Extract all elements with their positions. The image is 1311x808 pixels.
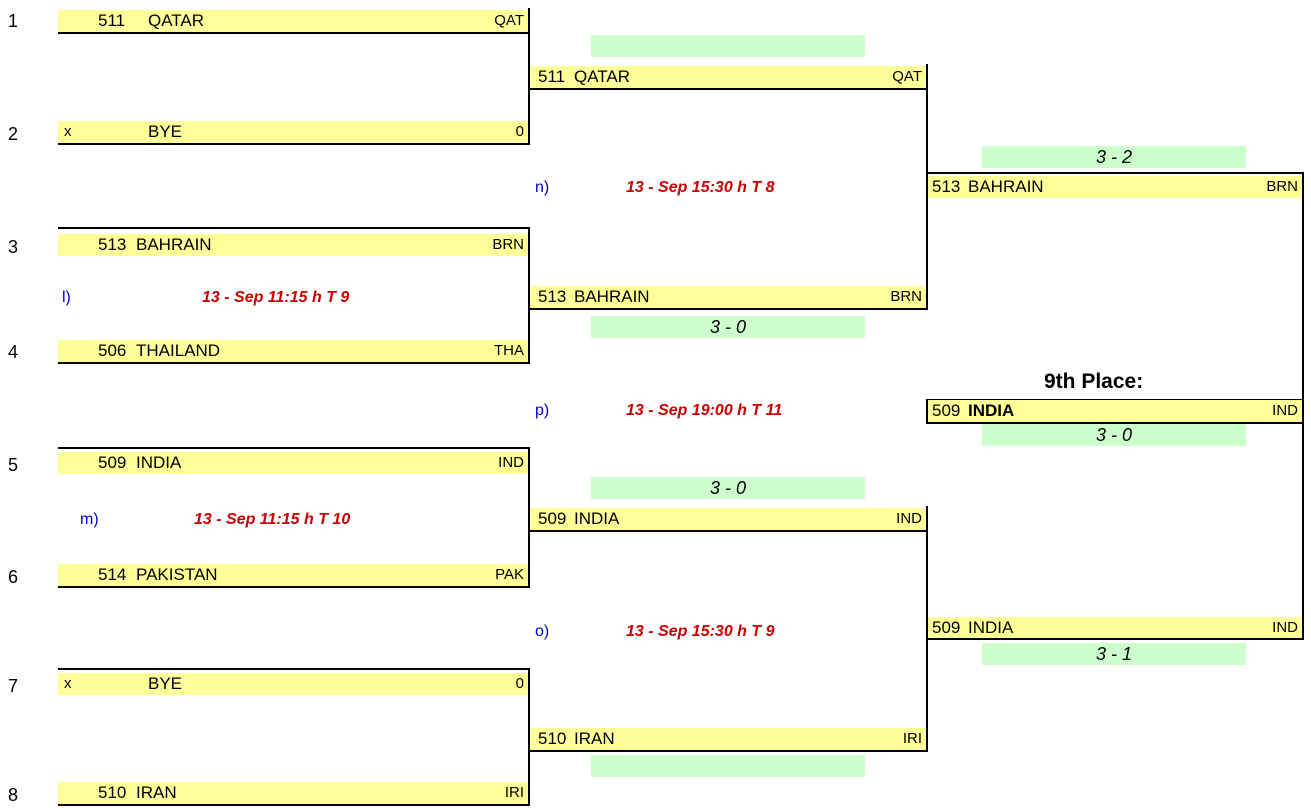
team-name: BAHRAIN — [968, 177, 1044, 196]
bye-marker: x — [64, 123, 72, 140]
seed-number: 7 — [8, 676, 19, 696]
team-slot — [58, 673, 528, 695]
team-name: BAHRAIN — [574, 287, 650, 306]
bracket-line — [1302, 172, 1304, 422]
score-box — [591, 755, 865, 777]
team-name: BYE — [148, 674, 183, 693]
bracket-line — [926, 638, 1304, 640]
bracket-line — [58, 227, 530, 229]
bracket-line — [58, 447, 530, 449]
match-score: 3 - 1 — [1095, 644, 1133, 664]
team-name: BYE — [148, 122, 183, 141]
team-number: 509 — [932, 401, 961, 420]
team-code: QAT — [892, 68, 922, 85]
match-label: l) — [62, 289, 71, 306]
team-number: 509 — [538, 509, 567, 528]
team-name: INDIA — [136, 453, 182, 472]
team-name: QATAR — [574, 67, 631, 86]
team-code: IND — [896, 510, 922, 527]
match-label: o) — [535, 623, 550, 640]
bracket-line — [58, 804, 530, 806]
team-slot — [58, 121, 528, 143]
bye-marker: x — [64, 675, 72, 692]
team-slot — [928, 617, 1302, 639]
team-number: 509 — [932, 618, 961, 637]
match-schedule: 13 - Sep 11:15 h T 9 — [202, 289, 350, 306]
team-slot — [530, 508, 926, 530]
team-name: INDIA — [968, 401, 1015, 420]
team-number: 511 — [98, 11, 126, 30]
match-schedule: 13 - Sep 19:00 h T 11 — [626, 402, 783, 419]
team-code: QAT — [494, 12, 524, 29]
score-box — [591, 35, 865, 57]
team-code: 0 — [515, 675, 524, 692]
team-slot — [58, 234, 528, 256]
team-code: THA — [494, 342, 524, 359]
team-name: PAKISTAN — [136, 565, 218, 584]
team-name: IRAN — [574, 729, 615, 748]
team-code: IRI — [902, 730, 922, 747]
team-code: 0 — [515, 123, 524, 140]
team-name: INDIA — [968, 618, 1014, 637]
team-code: PAK — [495, 566, 524, 583]
team-slot — [928, 176, 1302, 198]
seed-number: 5 — [8, 455, 19, 475]
team-code: IND — [498, 454, 524, 471]
placement-title: 9th Place: — [1044, 370, 1144, 393]
bracket-line — [528, 530, 928, 532]
team-code: BRN — [890, 288, 922, 305]
team-name: QATAR — [148, 11, 205, 30]
team-code: IRI — [504, 784, 524, 801]
team-name: THAILAND — [136, 341, 221, 360]
team-number: 513 — [932, 177, 961, 196]
team-name: BAHRAIN — [136, 235, 212, 254]
match-score: 3 - 0 — [1095, 425, 1133, 445]
bracket-line — [528, 308, 928, 310]
match-label: n) — [535, 179, 550, 196]
team-slot — [58, 782, 528, 804]
team-slot — [58, 452, 528, 474]
bracket-line — [926, 172, 1304, 174]
match-score: 3 - 2 — [1095, 147, 1133, 167]
bracket-line — [58, 143, 530, 145]
team-slot — [58, 10, 528, 32]
match-schedule: 13 - Sep 11:15 h T 10 — [194, 511, 351, 528]
bracket-line — [1302, 422, 1304, 640]
team-number: 513 — [98, 235, 127, 254]
seed-number: 2 — [8, 124, 19, 144]
team-slot — [530, 286, 926, 308]
team-slot — [530, 728, 926, 750]
team-name: IRAN — [136, 783, 177, 802]
seed-number: 1 — [8, 11, 19, 31]
match-schedule: 13 - Sep 15:30 h T 9 — [626, 623, 775, 640]
bracket-line — [58, 362, 530, 364]
team-number: 513 — [538, 287, 567, 306]
seed-number: 4 — [8, 342, 19, 362]
bracket-line — [58, 32, 530, 34]
match-score: 3 - 0 — [709, 478, 747, 498]
match-schedule: 13 - Sep 15:30 h T 8 — [626, 179, 775, 196]
team-number: 510 — [98, 783, 127, 802]
match-score: 3 - 0 — [709, 317, 747, 337]
team-code: BRN — [492, 236, 524, 253]
team-number: 506 — [98, 341, 127, 360]
seed-number: 3 — [8, 237, 19, 257]
match-label: m) — [80, 511, 99, 528]
bracket-line — [58, 586, 530, 588]
team-slot — [530, 66, 926, 88]
team-code: BRN — [1266, 178, 1298, 195]
winner-slot — [926, 400, 1302, 422]
team-slot — [58, 564, 528, 586]
team-number: 509 — [98, 453, 127, 472]
bracket-line — [528, 88, 928, 90]
team-code: IND — [1272, 619, 1298, 636]
team-number: 514 — [98, 565, 127, 584]
seed-number: 8 — [8, 785, 19, 805]
team-number: 510 — [538, 729, 567, 748]
bracket-line — [528, 750, 928, 752]
seed-number: 6 — [8, 567, 19, 587]
team-code: IND — [1272, 402, 1298, 419]
team-number: 511 — [538, 67, 566, 86]
team-slot — [58, 340, 528, 362]
match-label: p) — [535, 402, 550, 419]
bracket-line — [58, 668, 530, 670]
team-name: INDIA — [574, 509, 620, 528]
